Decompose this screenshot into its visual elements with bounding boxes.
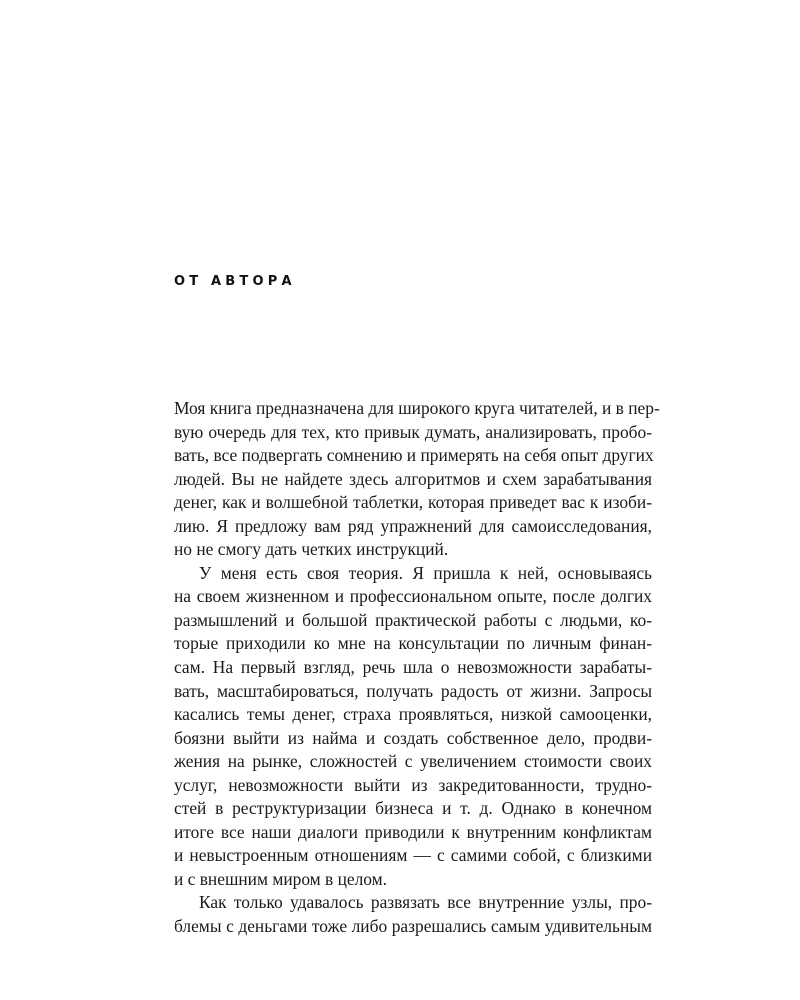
- text-line: денег, как и волшебной таблетки, которая приведет вас к изоби-: [174, 492, 652, 513]
- text-line: вать, масштабироваться, получать радость от жизни. Запросы: [174, 680, 652, 701]
- text-line: но не смогу дать четких инструкций.: [174, 539, 449, 560]
- chapter-heading: ОТ АВТОРА: [174, 274, 296, 289]
- text-line: услуг, невозможности выйти из закредитованности, трудно-: [174, 774, 652, 795]
- text-line: торые приходили ко мне на консультации по личным финан-: [174, 633, 652, 654]
- text-line: У меня есть своя теория. Я пришла к ней, основываясь: [199, 562, 652, 583]
- text-line: и невыстроенным отношениям — с самими собой, с близкими: [174, 845, 652, 866]
- text-line: боязни выйти из найма и создать собственное дело, продви-: [174, 727, 652, 748]
- text-line: вать, все подвергать сомнению и примерять на себя опыт других: [174, 445, 654, 466]
- text-line: вую очередь для тех, кто привык думать, анализировать, пробо-: [174, 421, 652, 442]
- body-text: [174, 397, 660, 939]
- text-line: людей. Вы не найдете здесь алгоритмов и схем зарабатывания: [174, 468, 652, 489]
- text-line: итоге все наши диалоги приводили к внутренним конфликтам: [174, 821, 652, 842]
- text-line: жения на рынке, сложностей с увеличением стоимости своих: [174, 751, 652, 772]
- text-line: сам. На первый взгляд, речь шла о невозможности зарабаты-: [174, 657, 652, 678]
- text-line: Моя книга предназначена для широкого круга читателей, и в пер-: [174, 398, 660, 418]
- text-line: стей в реструктуризации бизнеса и т. д. Однако в конечном: [174, 798, 652, 819]
- text-line: размышлений и большой практической работы с людьми, ко-: [174, 609, 652, 630]
- text-line: Как только удавалось развязать все внутренние узлы, про-: [199, 892, 652, 913]
- text-line: лию. Я предложу вам ряд упражнений для самоисследования,: [174, 515, 652, 536]
- text-line: касались темы денег, страха проявляться, низкой самооценки,: [174, 704, 652, 725]
- text-line: и с внешним миром в целом.: [174, 868, 388, 889]
- text-line: блемы с деньгами тоже либо разрешались самым удивительным: [174, 916, 652, 937]
- text-line: на своем жизненном и профессиональном опыте, после долгих: [174, 586, 652, 607]
